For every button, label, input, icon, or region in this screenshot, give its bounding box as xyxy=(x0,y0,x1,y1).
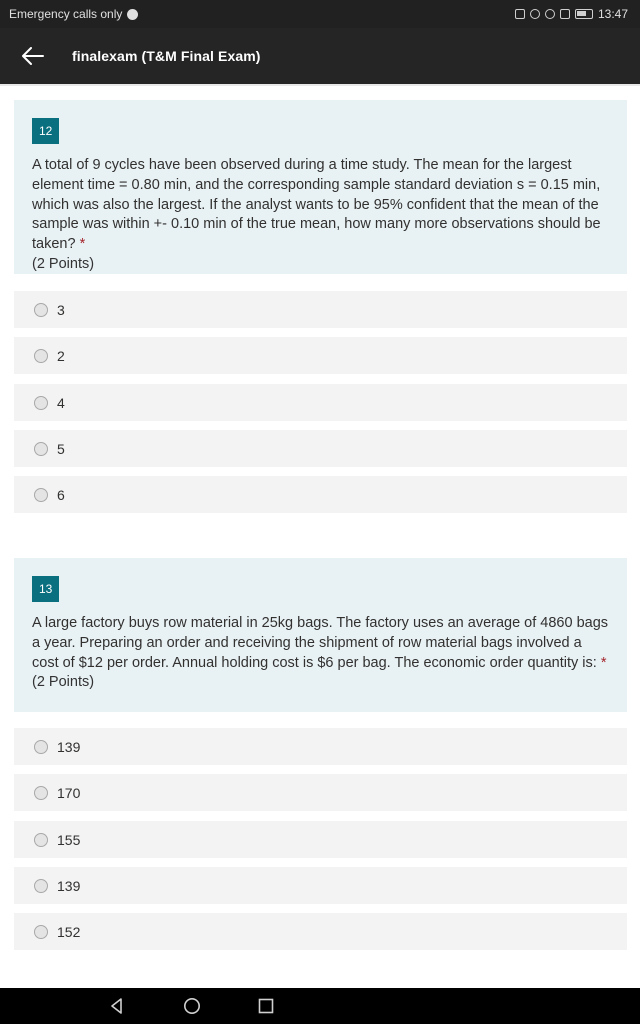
radio-button[interactable] xyxy=(34,786,48,800)
back-button[interactable] xyxy=(20,43,46,69)
required-mark: * xyxy=(600,654,607,671)
option-label: 4 xyxy=(57,394,65,411)
battery-icon xyxy=(575,9,593,19)
radio-button[interactable] xyxy=(34,349,48,363)
question-text xyxy=(32,614,609,673)
system-nav-bar xyxy=(0,988,640,1024)
option-q12-4[interactable] xyxy=(14,430,627,467)
radio-button[interactable] xyxy=(34,925,48,939)
question-number: 12 xyxy=(32,118,59,144)
status-left xyxy=(9,7,138,21)
option-label: 6 xyxy=(57,486,65,503)
option-label: 139 xyxy=(57,738,81,755)
option-q12-3[interactable] xyxy=(14,384,627,421)
app-bar-shadow xyxy=(0,84,640,86)
messenger-icon xyxy=(127,9,138,20)
app-bar xyxy=(0,28,640,84)
question-prompt: A large factory buys row material in 25kg bags. The factory uses an average of 4860 bags a year. Preparing an order and receiving the shipment of row material bags involved a cost of $12 per order. Annual holding cost is $6 per bag. The economic order quantity is: xyxy=(32,615,609,671)
carrier-text: Emergency calls only xyxy=(9,7,123,21)
option-q13-3[interactable] xyxy=(14,821,627,858)
triangle-back-icon xyxy=(108,997,126,1015)
radio-button[interactable] xyxy=(34,740,48,754)
status-time: 13:47 xyxy=(597,7,628,21)
arrow-left-icon xyxy=(22,47,44,65)
question-number: 13 xyxy=(32,576,59,602)
radio-button[interactable] xyxy=(34,879,48,893)
option-q13-1[interactable] xyxy=(14,728,627,765)
radio-button[interactable] xyxy=(34,488,48,502)
status-right xyxy=(515,7,628,21)
square-recents-icon xyxy=(257,997,275,1015)
option-label: 170 xyxy=(57,784,81,801)
question-text xyxy=(32,156,609,255)
option-label: 152 xyxy=(57,923,81,940)
option-q13-5[interactable] xyxy=(14,913,627,950)
nav-recents-button[interactable] xyxy=(246,988,286,1024)
option-q12-2[interactable] xyxy=(14,337,627,374)
option-label: 3 xyxy=(57,301,65,318)
option-q12-5[interactable] xyxy=(14,476,627,513)
option-label: 5 xyxy=(57,440,65,457)
alarm-icon xyxy=(530,9,540,19)
required-mark: * xyxy=(79,236,86,253)
question-card-13 xyxy=(14,558,627,712)
wifi-icon xyxy=(545,9,555,19)
radio-button[interactable] xyxy=(34,833,48,847)
nav-back-button[interactable] xyxy=(97,988,137,1024)
radio-button[interactable] xyxy=(34,442,48,456)
option-label: 139 xyxy=(57,877,81,894)
circle-home-icon xyxy=(183,997,201,1015)
question-card-12 xyxy=(14,100,627,274)
radio-button[interactable] xyxy=(34,303,48,317)
option-q12-1[interactable] xyxy=(14,291,627,328)
question-prompt: A total of 9 cycles have been observed during a time study. The mean for the largest element time = 0.80 min, and the corresponding sample standard deviation s = 0.15 min, which was also the largest. If the analyst wants to be 95% confident that the mean of the sample was within +- 0.10 min of the true mean, how many more observations should be taken? xyxy=(32,157,601,253)
question-points: (2 Points) xyxy=(32,674,95,691)
status-bar xyxy=(0,0,640,28)
question-points: (2 Points) xyxy=(32,255,95,272)
radio-button[interactable] xyxy=(34,396,48,410)
nav-home-button[interactable] xyxy=(172,988,212,1024)
vibrate-icon xyxy=(515,9,525,19)
option-q13-2[interactable] xyxy=(14,774,627,811)
option-q13-4[interactable] xyxy=(14,867,627,904)
app-title: finalexam (T&M Final Exam) xyxy=(72,48,261,64)
option-label: 155 xyxy=(57,831,81,848)
option-label: 2 xyxy=(57,347,65,364)
sim-icon xyxy=(560,9,570,19)
